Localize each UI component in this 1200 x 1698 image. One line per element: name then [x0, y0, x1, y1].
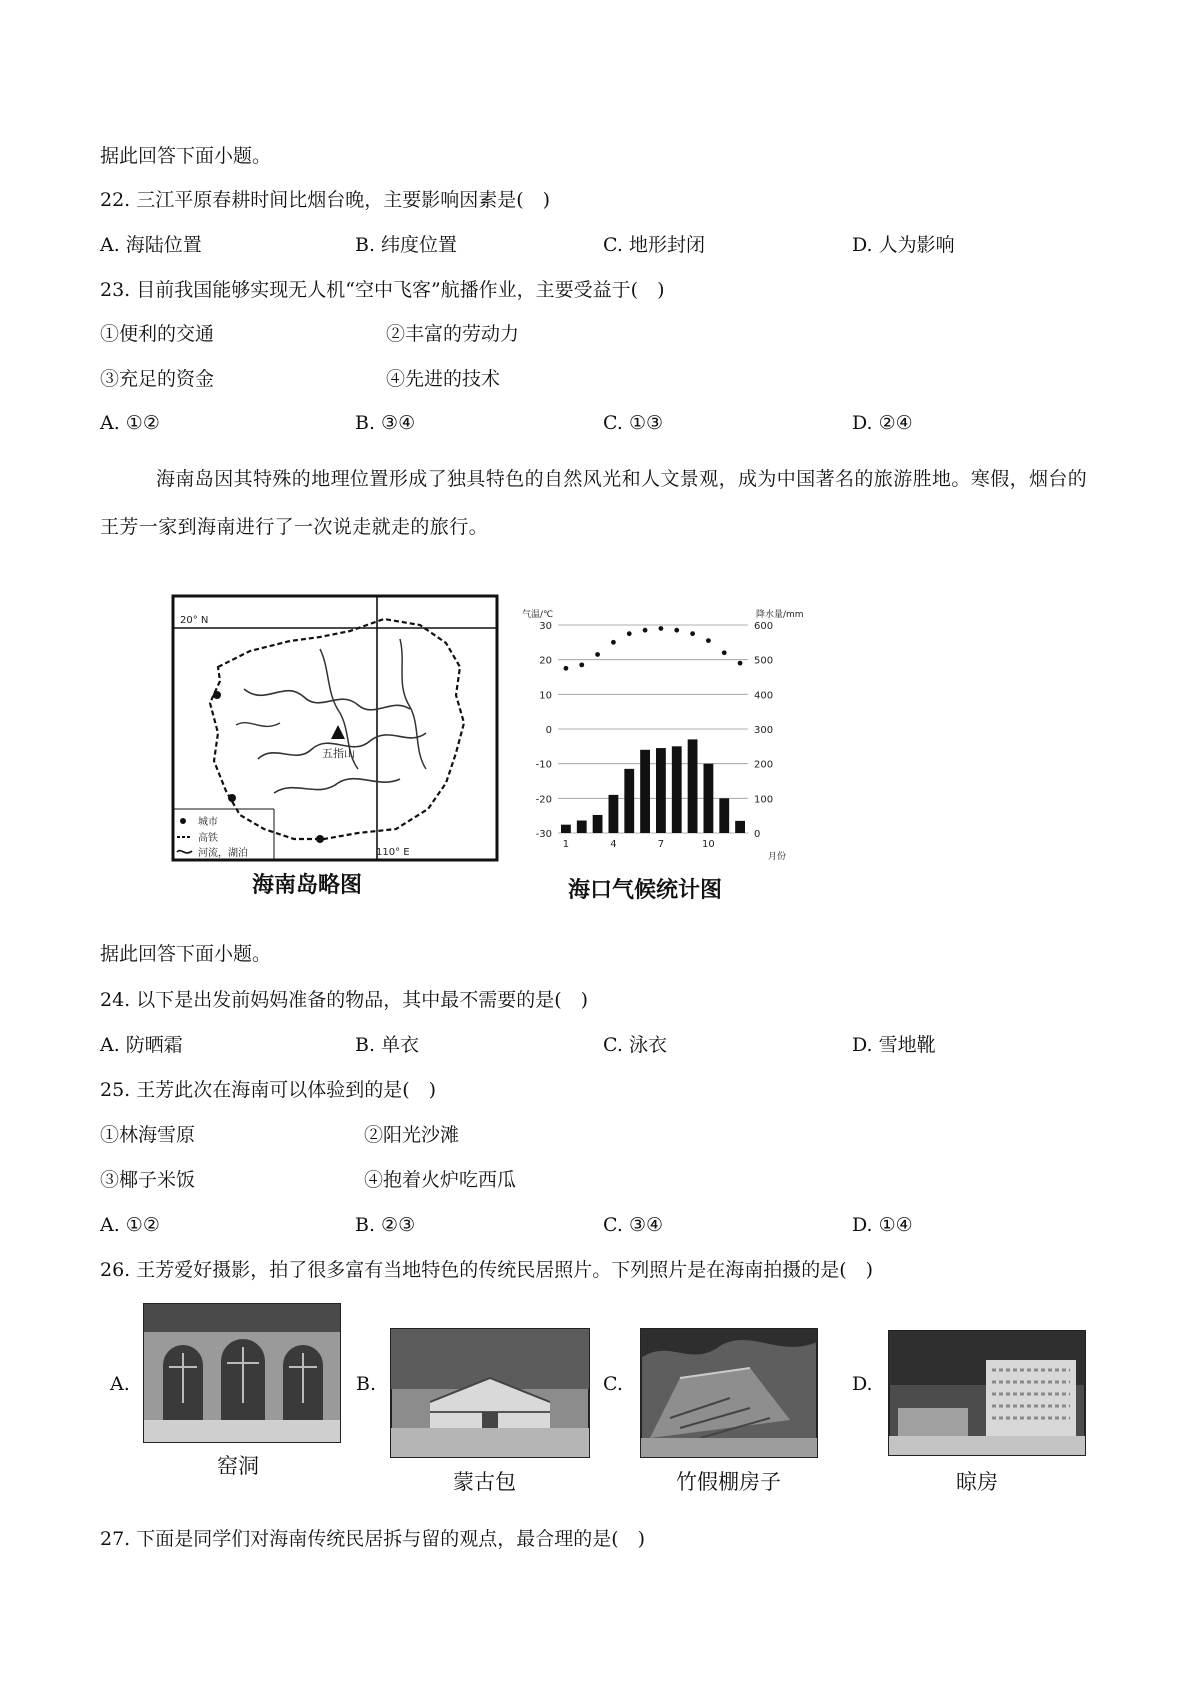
temp-point	[627, 631, 632, 636]
precip-bar	[577, 821, 587, 833]
precip-bar	[704, 764, 714, 833]
q23-item-1: ①便利的交通	[100, 323, 215, 345]
q25-option-d: D. ①④	[852, 1214, 913, 1236]
q24-option-a: A. 防晒霜	[100, 1034, 183, 1056]
precip-bar	[561, 825, 571, 833]
q26-option-d-label: D.	[852, 1373, 873, 1395]
q26-caption-d: 晾房	[956, 1470, 998, 1494]
temp-point	[579, 662, 584, 667]
city-icon	[228, 794, 236, 802]
question-23-stem: 23. 目前我国能够实现无人机“空中飞客”航播作业，主要受益于( )	[100, 279, 665, 301]
hainan-map-figure	[170, 593, 500, 898]
q22-option-c: C. 地形封闭	[603, 234, 705, 256]
precip-bar	[656, 748, 666, 833]
photo-drying-house	[888, 1330, 1086, 1456]
mountain-label: 五指山	[322, 747, 355, 760]
precip-axis-label: 降水量/mm	[756, 610, 804, 620]
temp-point	[595, 652, 600, 657]
q23-option-b: B. ③④	[355, 412, 416, 434]
q23-item-3: ③充足的资金	[100, 368, 215, 390]
question-25-stem: 25. 王芳此次在海南可以体验到的是( )	[100, 1079, 437, 1101]
precip-bar	[672, 746, 682, 833]
map-caption: 海南岛略图	[252, 873, 363, 898]
q25-item-4: ④抱着火炉吃西瓜	[364, 1169, 517, 1191]
q26-caption-c: 竹假棚房子	[676, 1470, 781, 1494]
q24-option-d: D. 雪地靴	[852, 1034, 936, 1056]
hainan-map	[170, 593, 500, 863]
temp-tick-label: -10	[535, 759, 552, 771]
month-tick-label: 1	[562, 839, 570, 850]
precip-tick-label: 100	[754, 794, 774, 806]
climate-chart-figure	[520, 605, 820, 905]
question-26-stem: 26. 王芳爱好摄影，拍了很多富有当地特色的传统民居照片。下列照片是在海南拍摄的是( )	[100, 1259, 874, 1281]
temp-tick-label: -20	[535, 794, 552, 806]
chart-caption: 海口气候统计图	[568, 878, 723, 903]
q22-option-d: D. 人为影响	[852, 234, 955, 256]
q26-caption-a: 窑洞	[217, 1454, 259, 1478]
precip-tick-label: 400	[754, 690, 774, 702]
legend-rail-label: 高铁	[198, 833, 218, 844]
q25-option-c: C. ③④	[603, 1214, 664, 1236]
photo-bamboo-house	[640, 1328, 818, 1458]
q22-option-b: B. 纬度位置	[355, 234, 458, 256]
temp-tick-label: 20	[539, 655, 552, 667]
q26-option-c-label: C.	[603, 1373, 623, 1395]
precip-bar	[719, 798, 729, 833]
q26-caption-b: 蒙古包	[453, 1470, 516, 1494]
temp-tick-label: -30	[535, 829, 552, 840]
precip-bar	[640, 750, 650, 833]
question-27-stem: 27. 下面是同学们对海南传统民居拆与留的观点，最合理的是( )	[100, 1528, 646, 1550]
temp-point	[611, 640, 616, 645]
answer-instruction-1: 据此回答下面小题。	[100, 145, 272, 167]
month-axis-label: 月份	[768, 852, 787, 862]
q23-item-4: ④先进的技术	[386, 368, 501, 390]
precip-bar	[688, 739, 698, 833]
temp-axis-label: 气温/℃	[522, 610, 554, 620]
city-icon	[213, 691, 221, 699]
temp-tick-label: 0	[545, 725, 552, 736]
temp-point	[659, 626, 664, 631]
temp-point	[722, 650, 727, 655]
q23-option-c: C. ①③	[603, 412, 664, 434]
temp-point	[738, 661, 743, 666]
q23-option-a: A. ①②	[100, 412, 160, 434]
precip-bar	[593, 815, 603, 833]
temp-point	[690, 631, 695, 636]
precip-tick-label: 600	[754, 621, 774, 632]
precip-tick-label: 300	[754, 725, 774, 736]
latitude-label: 20° N	[180, 615, 209, 626]
q26-option-a-label: A.	[110, 1373, 130, 1395]
month-tick-label: 7	[657, 839, 665, 850]
precip-tick-label: 200	[754, 759, 774, 771]
q25-option-b: B. ②③	[355, 1214, 416, 1236]
legend-river-label: 河流，湖泊	[198, 848, 248, 859]
q23-item-2: ②丰富的劳动力	[386, 323, 520, 345]
legend-city-label: 城市	[198, 817, 218, 828]
precip-tick-label: 500	[754, 655, 774, 667]
answer-instruction-2: 据此回答下面小题。	[100, 943, 272, 965]
q25-item-2: ②阳光沙滩	[364, 1124, 460, 1146]
hainan-passage: 海南岛因其特殊的地理位置形成了独具特色的自然风光和人文景观，成为中国著名的旅游胜地。寒假，烟台的王芳一家到海南进行了一次说走就走的旅行。	[100, 468, 1088, 538]
q25-option-a: A. ①②	[100, 1214, 160, 1236]
q23-option-d: D. ②④	[852, 412, 913, 434]
temp-tick-label: 10	[539, 690, 552, 702]
climate-chart	[520, 605, 820, 870]
temp-tick-label: 30	[539, 621, 552, 632]
q26-option-b-label: B.	[356, 1373, 377, 1395]
precip-bar	[735, 821, 745, 833]
q24-option-b: B. 单衣	[355, 1034, 420, 1056]
temp-point	[643, 628, 648, 633]
q25-item-1: ①林海雪原	[100, 1124, 196, 1146]
temp-point	[564, 666, 569, 671]
legend-city-icon	[180, 818, 186, 824]
q25-item-3: ③椰子米饭	[100, 1169, 196, 1191]
month-tick-label: 10	[702, 839, 715, 850]
precip-bar	[609, 795, 619, 833]
precip-bar	[624, 769, 634, 833]
q24-option-c: C. 泳衣	[603, 1034, 667, 1056]
question-24-stem: 24. 以下是出发前妈妈准备的物品，其中最不需要的是( )	[100, 989, 589, 1011]
q22-option-a: A. 海陆位置	[100, 234, 202, 256]
precip-tick-label: 0	[754, 829, 761, 840]
city-icon	[316, 835, 324, 843]
longitude-label: 110° E	[376, 847, 410, 858]
temp-point	[706, 638, 711, 643]
temp-point	[674, 628, 679, 633]
month-tick-label: 4	[610, 839, 617, 850]
photo-cave-dwelling	[143, 1303, 341, 1443]
question-22-stem: 22. 三江平原春耕时间比烟台晚，主要影响因素是( )	[100, 189, 551, 211]
photo-yurt	[390, 1328, 590, 1458]
